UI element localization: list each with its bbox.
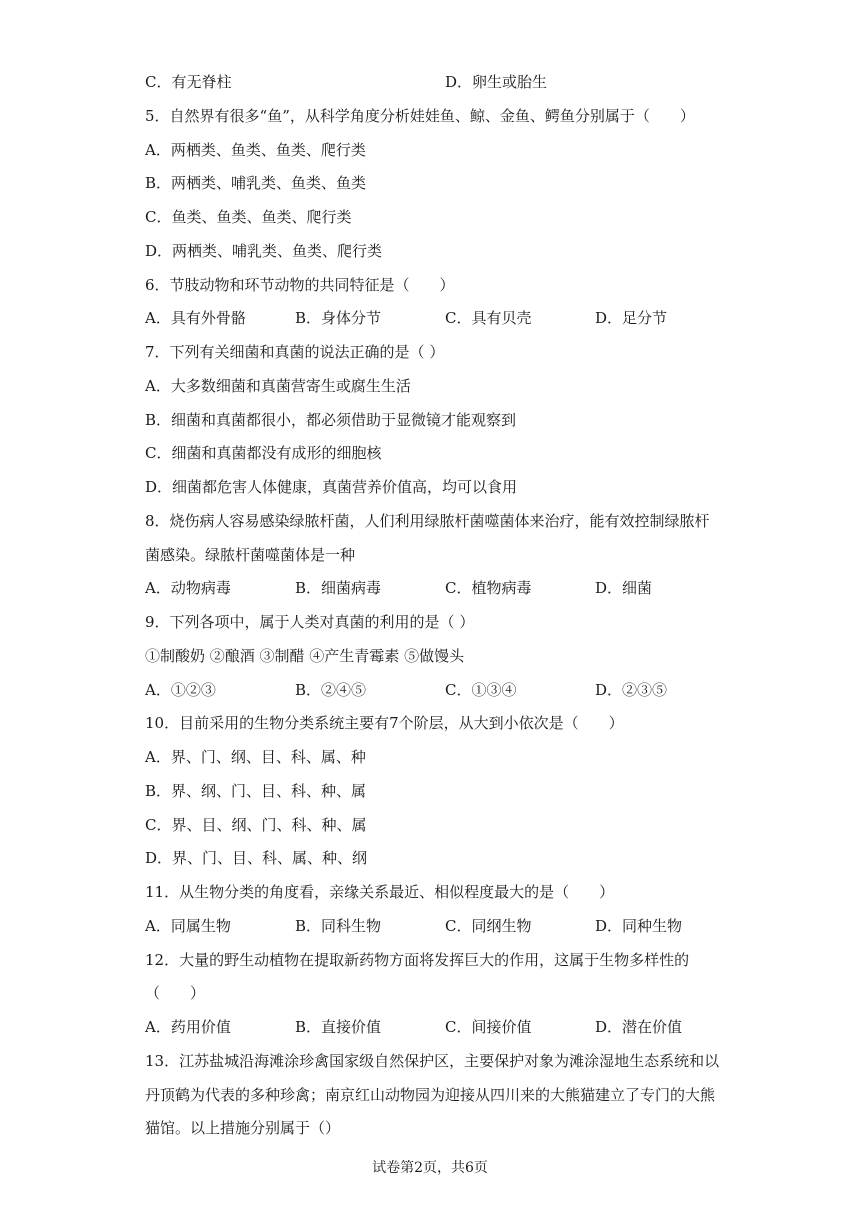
answer-option: D．②③⑤: [595, 680, 668, 699]
answer-option: A．具有外骨骼: [145, 309, 246, 328]
page-footer: 试卷第2页，共6页: [372, 1160, 488, 1176]
text-line: 10．目前采用的生物分类系统主要有7个阶层，从大到小依次是（ ）: [145, 714, 624, 733]
answer-option: D．足分节: [595, 309, 668, 328]
text-line: C．界、目、纲、门、科、种、属: [145, 815, 367, 834]
answer-option: A．同属生物: [145, 916, 231, 935]
answer-option: C．植物病毒: [445, 579, 532, 598]
text-line: 12．大量的野生动植物在提取新药物方面将发挥巨大的作用，这属于生物多样性的: [145, 950, 690, 969]
answer-option: B．同科生物: [295, 916, 382, 935]
text-line: 猫馆。以上措施分别属于（）: [145, 1119, 341, 1138]
text-line: D．两栖类、哺乳类、鱼类、爬行类: [145, 241, 383, 260]
text-line: C．鱼类、鱼类、鱼类、爬行类: [145, 208, 352, 226]
text-line: B．细菌和真菌都很小，都必须借助于显微镜才能观察到: [145, 410, 517, 429]
answer-option: C．①③④: [445, 680, 517, 699]
text-line: 6．节肢动物和环节动物的共同特征是（ ）: [145, 275, 455, 294]
text-line: 菌感染。绿脓杆菌噬菌体是一种: [145, 545, 356, 564]
text-line: B．两栖类、哺乳类、鱼类、鱼类: [145, 174, 367, 193]
text-line: 丹顶鹤为代表的多种珍禽；南京红山动物园为迎接从四川来的大熊猫建立了专门的大熊: [145, 1085, 716, 1104]
text-line: A．大多数细菌和真菌营寄生或腐生生活: [145, 376, 411, 395]
answer-option: B．身体分节: [295, 309, 382, 328]
text-line: 13．江苏盐城沿海滩涂珍禽国家级自然保护区，主要保护对象为滩涂湿地生态系统和以: [145, 1051, 720, 1070]
answer-option: C．间接价值: [445, 1018, 532, 1036]
answer-option: A．①②③: [145, 680, 216, 699]
text-line: （ ）: [145, 984, 206, 1003]
answer-option: B．细菌病毒: [295, 579, 382, 598]
answer-option: D．潜在价值: [595, 1018, 683, 1036]
text-line: D．界、门、目、科、属、种、纲: [145, 849, 368, 868]
answer-option: A．动物病毒: [145, 579, 231, 598]
answer-option: C．同纲生物: [445, 916, 532, 935]
answer-option: A．药用价值: [145, 1018, 231, 1036]
text-line: ①制酸奶 ②酿酒 ③制醋 ④产生青霉素 ⑤做馒头: [145, 646, 465, 665]
answer-option: C．具有贝壳: [445, 309, 532, 328]
answer-option: C．有无脊柱: [145, 73, 232, 91]
answer-option: D．卵生或胎生: [445, 73, 548, 91]
text-line: 8．烧伤病人容易感染绿脓杆菌，人们利用绿脓杆菌噬菌体来治疗，能有效控制绿脓杆: [145, 511, 710, 530]
text-line: C．细菌和真菌都没有成形的细胞核: [145, 444, 382, 463]
answer-option: D．同种生物: [595, 916, 683, 935]
text-line: 9．下列各项中，属于人类对真菌的利用的是（ ）: [145, 613, 475, 631]
answer-option: D．细菌: [595, 579, 653, 598]
text-line: 11．从生物分类的角度看，亲缘关系最近、相似程度最大的是（ ）: [145, 883, 615, 901]
text-line: 5．自然界有很多“鱼”，从科学角度分析娃娃鱼、鲸、金鱼、鳄鱼分别属于（ ）: [145, 106, 695, 125]
answer-option: B．②④⑤: [295, 680, 367, 699]
text-line: A．界、门、纲、目、科、属、种: [145, 748, 366, 766]
text-line: 7．下列有关细菌和真菌的说法正确的是（ ）: [145, 343, 445, 361]
answer-option: B．直接价值: [295, 1018, 382, 1036]
text-line: B．界、纲、门、目、科、种、属: [145, 781, 367, 800]
text-line: A．两栖类、鱼类、鱼类、爬行类: [145, 140, 366, 159]
text-line: D．细菌都危害人体健康，真菌营养价值高，均可以食用: [145, 478, 518, 496]
